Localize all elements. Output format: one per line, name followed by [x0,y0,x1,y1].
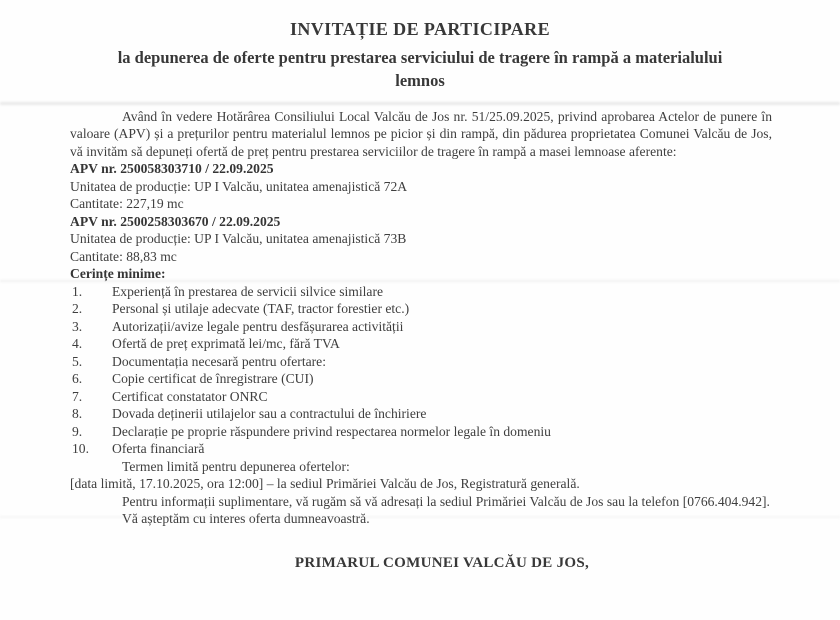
signature-line: PRIMARUL COMUNEI VALCĂU DE JOS, [294,554,590,571]
apv-heading: APV nr. 2500258303670 / 22.09.2025 [70,213,281,229]
requirement-item [70,335,772,353]
requirement-item [70,353,772,371]
document-header [0,0,840,93]
requirement-number: 9. [72,423,83,439]
requirement-text: Personal și utilaje adecvate (TAF, tractor forestier etc.) [112,301,410,317]
requirement-number: 10. [72,441,89,457]
requirement-text: Oferta financiară [112,441,205,457]
requirement-item [70,300,772,318]
requirement-item [70,423,772,441]
apv-production-unit: Unitatea de producție: UP I Valcău, unitatea amenajistică 73B [70,231,407,247]
requirement-text: Autorizații/avize legale pentru desfășurarea activității [112,318,404,334]
requirement-text: Experiență în prestarea de servicii silvice similare [112,283,384,299]
apv-quantity: Cantitate: 227,19 mc [70,196,184,212]
requirement-number: 2. [72,301,83,317]
document-subtitle: la depunerea de oferte pentru prestarea serviciului de tragere în rampă a materialului lemnos [117,48,723,91]
requirement-item [70,283,772,301]
requirement-number: 5. [72,353,83,369]
requirement-number: 1. [72,283,83,299]
document-title: INVITAȚIE DE PARTICIPARE [289,19,550,39]
deadline-detail: [data limită, 17.10.2025, ora 12:00] – la sediul Primăriei Valcău de Jos, Registratură generală. [70,476,580,492]
apv-production-unit: Unitatea de producție: UP I Valcău, unitatea amenajistică 72A [70,178,408,194]
requirement-item [70,318,772,336]
document-body [70,108,772,528]
requirements-heading: Cerințe minime: [70,266,166,282]
requirements-list [70,283,772,458]
info-paragraph: Pentru informații suplimentare, vă rugăm să vă adresați la sediul Primăriei Valcău de Jos sau la telefon [0766.404.942]. [122,493,770,509]
requirement-item [70,370,772,388]
deadline-heading: Termen limită pentru depunerea ofertelor: [122,458,350,474]
requirement-item [70,388,772,406]
requirement-text: Certificat constatator ONRC [112,388,268,404]
requirement-number: 7. [72,388,83,404]
requirement-text: Declarație pe proprie răspundere privind respectarea normelor legale în domeniu [112,423,551,439]
requirement-number: 6. [72,371,83,387]
requirement-text: Ofertă de preț exprimată lei/mc, fără TVA [112,336,340,352]
apv-quantity: Cantitate: 88,83 mc [70,248,177,264]
requirement-item [70,440,772,458]
apv-heading: APV nr. 250058303710 / 22.09.2025 [70,161,274,177]
requirement-number: 4. [72,336,83,352]
closing-line: Vă așteptăm cu interes oferta dumneavoastră. [122,511,370,527]
apv-entry [70,160,772,213]
requirement-item [70,405,772,423]
apv-entry [70,213,772,266]
requirement-text: Dovada deținerii utilajelor sau a contractului de închiriere [112,406,427,422]
scan-artifact-line [0,102,840,105]
intro-paragraph: Având în vedere Hotărârea Consiliului Local Valcău de Jos nr. 51/25.09.2025, privind aprobarea Actelor de punere în valoare (APV) și a prețurilor pentru materialul lemnos pe picior și din rampă, din pădurea proprietatea Comunei Valcău de Jos, vă invităm să depuneți ofertă de preț pentru prestarea serviciilor de tragere în rampă a masei lemnoase aferente: [70,108,772,159]
requirement-text: Documentația necesară pentru ofertare: [112,353,326,369]
requirement-number: 3. [72,318,83,334]
requirement-number: 8. [72,406,83,422]
requirement-text: Copie certificat de înregistrare (CUI) [112,371,314,387]
